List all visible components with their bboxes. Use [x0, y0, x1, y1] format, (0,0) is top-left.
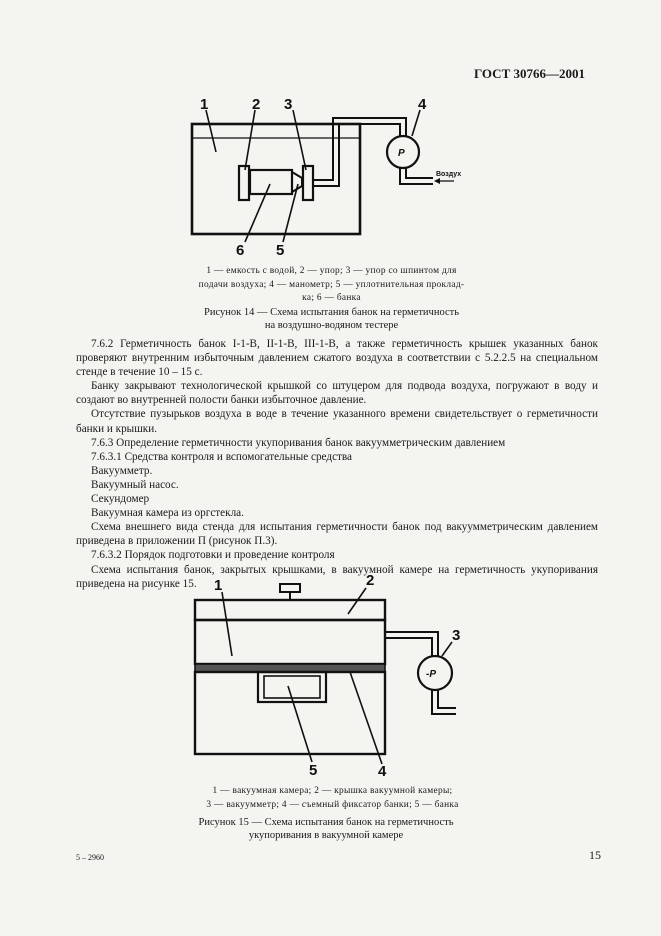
air-label: Воздух [436, 171, 462, 178]
legend-line: 3 — вакуумметр; 4 — съемный фиксатор банки; 5 — банка [206, 799, 459, 810]
leader-1 [206, 110, 216, 152]
vacuum-gauge-label: -P [426, 669, 436, 680]
subsection-heading: 7.6.3.2 Порядок подготовки и проведение контроля [91, 549, 335, 562]
can-inner [264, 676, 320, 698]
label-1: 1 [200, 96, 209, 113]
body-text [76, 337, 598, 591]
leader-1 [222, 592, 232, 656]
paragraph: Отсутствие пузырьков воздуха в воде в течение указанного времени свидетельствует о герметичности банки и крышки. [76, 408, 598, 435]
supply-tube-inner [406, 168, 433, 178]
legend-line: 1 — вакуумная камера; 2 — крышка вакуумной камеры; [212, 786, 453, 796]
label-5: 5 [309, 762, 318, 779]
water-container [192, 124, 360, 234]
caption-line: Рисунок 15 — Схема испытания банок на герметичность [198, 817, 454, 828]
figure-14 [150, 92, 480, 264]
can [250, 170, 292, 194]
subsection-heading: 7.6.3.1 Средства контроля и вспомогательные средства [91, 450, 353, 463]
pump-tube-inner [438, 690, 456, 708]
list-item: Вакуумный насос. [91, 478, 179, 491]
label-3: 3 [452, 627, 461, 644]
figure-15-legend [193, 785, 472, 812]
print-code: 5 – 2960 [76, 853, 104, 862]
supply-tube-outer [400, 168, 433, 184]
stop-with-spindle [303, 166, 313, 200]
leader-3 [442, 642, 452, 656]
leader-4 [412, 110, 420, 136]
leader-4 [350, 672, 382, 764]
figure-14-caption [180, 306, 483, 332]
figure-15-caption [170, 816, 482, 842]
air-arrow-head [434, 178, 440, 184]
label-6: 6 [236, 242, 245, 259]
caption-line: укупоривания в вакуумной камере [248, 830, 404, 841]
figure-14-legend [190, 265, 473, 306]
stop-left [239, 166, 249, 200]
paragraph: 7.6.2 Герметичность банок I-1-В, II-1-В, III-1-В, а также герметичность крышек указанных банок проверяют внутренним избыточным давлением сжатого воздуха в соответствии с 5.2.2.5 на специальном стенде в течение 10 – 15 с. [76, 338, 598, 379]
legend-line: 1 — емкость с водой, 2 — упор; 3 — упор со шпинтом для [206, 266, 457, 276]
caption-line: на воздушно-водяном тестере [264, 320, 399, 331]
label-4: 4 [378, 763, 387, 780]
label-5: 5 [276, 242, 285, 259]
list-item: Секундомер [91, 493, 150, 506]
legend-line: ка; 6 — банка [302, 293, 361, 303]
standard-header: ГОСТ 30766—2001 [473, 66, 585, 81]
label-3: 3 [284, 96, 293, 113]
vacuum-tube-outer [385, 632, 438, 656]
lid-knob [280, 584, 300, 592]
label-1: 1 [214, 577, 223, 594]
figure-15 [190, 572, 470, 782]
vacuum-chamber [195, 620, 385, 664]
chamber-base [195, 672, 385, 754]
list-item: Вакуумная камера из оргстекла. [91, 507, 244, 520]
legend-line: подачи воздуха; 4 — манометр; 5 — уплотнительная проклад- [198, 279, 465, 290]
paragraph: Схема внешнего вида стенда для испытания герметичности банок под вакуумметрическим давлением приведена в приложении П (рисунок П.3). [76, 521, 598, 548]
caption-line: Рисунок 14 — Схема испытания банок на герметичность [204, 307, 459, 318]
vacuum-tube-inner [385, 638, 432, 656]
label-2: 2 [252, 96, 261, 113]
manometer-label: P [398, 148, 405, 159]
section-heading: 7.6.3 Определение герметичности укупоривания банок вакуумметрическим давлением [91, 436, 506, 449]
pump-tube-outer [432, 690, 456, 714]
paragraph: Схема испытания банок, закрытых крышками, в вакуумной камере на герметичность укупоривания приведена на рисунке 15. [76, 563, 598, 590]
leader-3 [293, 110, 306, 170]
page-number: 15 [589, 848, 601, 862]
paragraph: Банку закрывают технологической крышкой со штуцером для подвода воздуха, погружают в воду и создают во внутренней полости банки избыточное давление. [76, 380, 598, 407]
leader-2 [245, 110, 255, 170]
list-item: Вакуумметр. [91, 464, 153, 477]
label-2: 2 [366, 572, 375, 589]
label-4: 4 [418, 96, 427, 113]
removable-fixator [195, 664, 385, 672]
